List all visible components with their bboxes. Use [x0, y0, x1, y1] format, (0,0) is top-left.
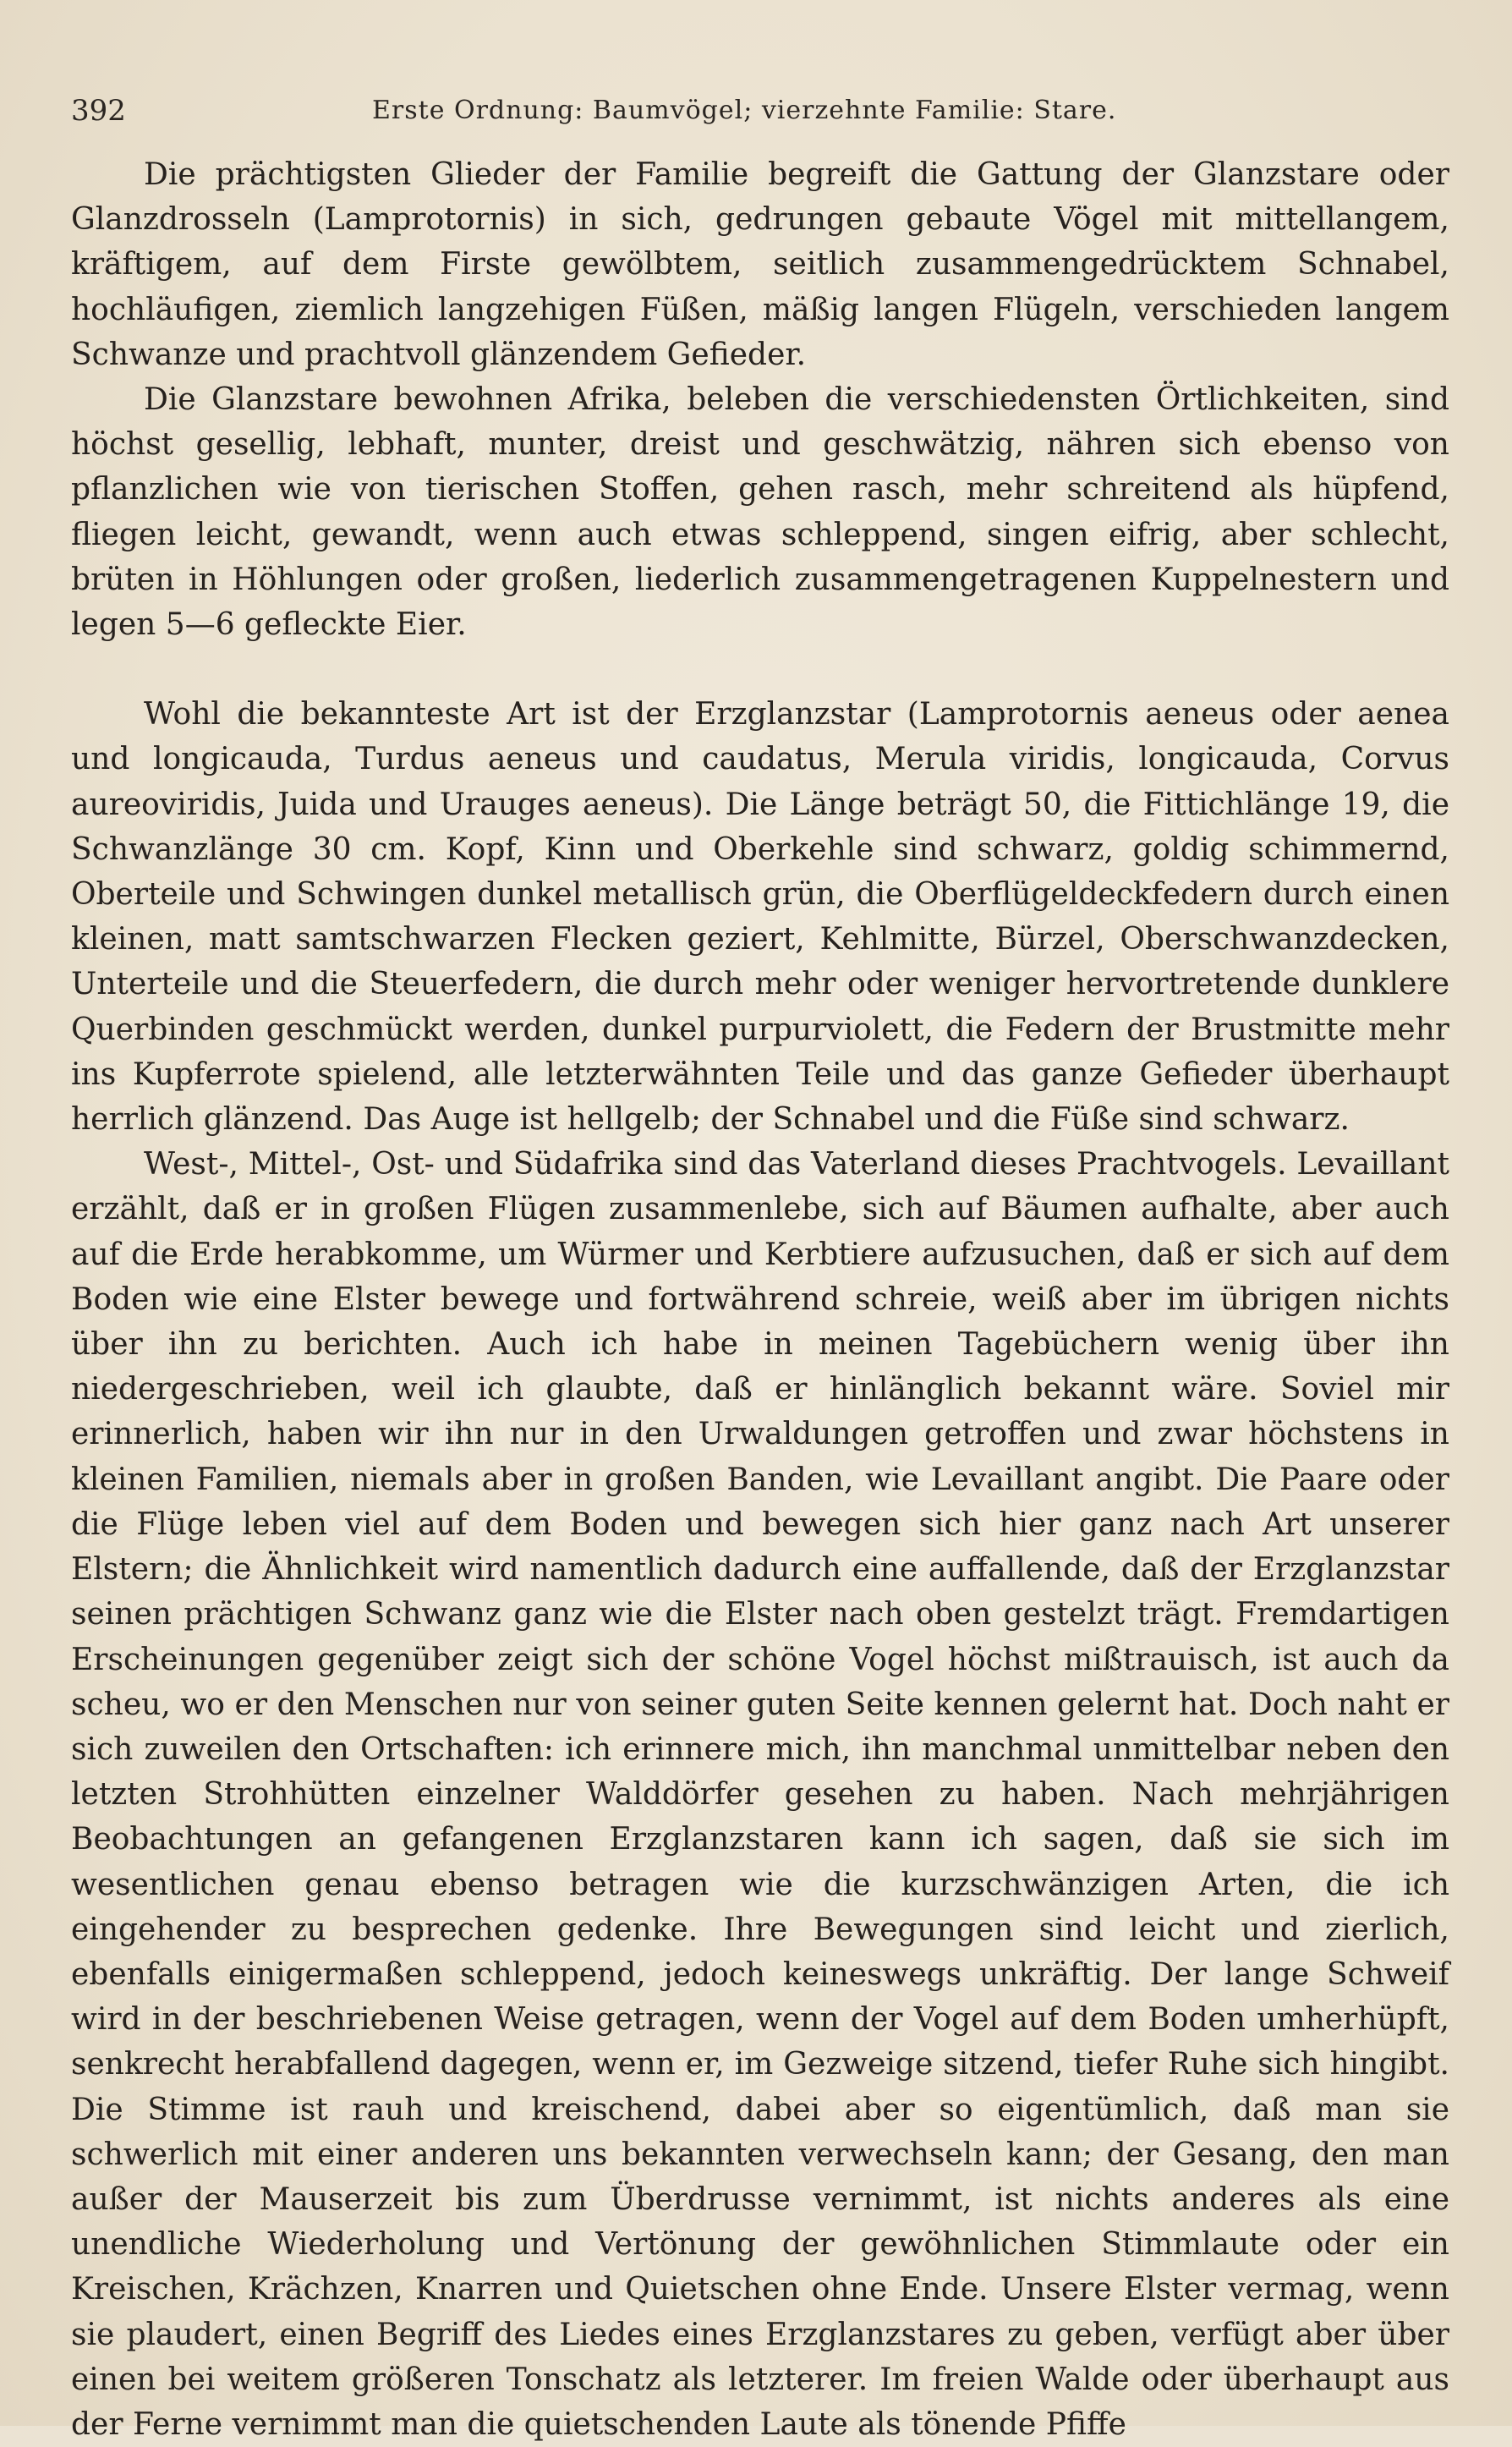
page-number: 392: [71, 94, 126, 128]
page-header: [71, 91, 1449, 130]
running-head: Erste Ordnung: Baumvögel; vierzehnte Familie: Stare.: [372, 96, 1117, 125]
paragraph-glanzstare-habits: Die Glanzstare bewohnen Afrika, beleben die verschiedensten Örtlichkeiten, sind höchst gesellig, lebhaft, munter, dreist und geschwätzig, nähren sich ebenso von pflanzlichen wie von tierischen Stoffen, gehen rasch, mehr schreitend als hüpfend, fliegen leicht, gewandt, wenn auch etwas schleppend, singen eifrig, aber schlecht, brüten in Höhlungen oder großen, liederlich zusammengetragenen Kuppelnestern und legen 5—6 gefleckte Eier.: [71, 382, 1449, 643]
paragraph-erzglanzstar-description: Wohl die bekannteste Art ist der Erzglanzstar (Lamprotornis aeneus oder aenea und longicauda, Turdus aeneus und caudatus, Merula viridis, longicauda, Corvus aureoviridis, Juida und Urauges aeneus). Die Länge beträgt 50, die Fittichlänge 19, die Schwanzlänge 30 cm. Kopf, Kinn und Oberkehle sind schwarz, goldig schimmernd, Oberteile und Schwingen dunkel metallisch grün, die Oberflügeldeckfedern durch einen kleinen, matt samtschwarzen Flecken geziert, Kehlmitte, Bürzel, Oberschwanzdecken, Unterteile und die Steuerfedern, die durch mehr oder weniger hervortretende dunklere Querbinden geschmückt werden, dunkel purpurviolett, die Federn der Brustmitte mehr ins Kupferrote spielend, alle letzterwähnten Teile und das ganze Gefieder überhaupt herrlich glänzend. Das Auge ist hellgelb; der Schnabel und die Füße sind schwarz.: [71, 697, 1449, 1138]
body-text: [71, 152, 1449, 2447]
paragraph-glanzstare-genus: Die prächtigsten Glieder der Familie begreift die Gattung der Glanzstare oder Glanzdrosseln (Lamprotornis) in sich, gedrungen gebaute Vögel mit mittellangem, kräftigem, auf dem Firste gewölbtem, seitlich zusammengedrücktem Schnabel, hochläufigen, ziemlich langzehigen Füßen, mäßig langen Flügeln, verschieden langem Schwanze und prachtvoll glänzendem Gefieder.: [71, 157, 1449, 372]
paragraph-erzglanzstar-behavior: West-, Mittel-, Ost- und Südafrika sind das Vaterland dieses Prachtvogels. Levaillant erzählt, daß er in großen Flügen zusammenlebe, sich auf Bäumen aufhalte, aber auch auf die Erde herabkomme, um Würmer und Kerbtiere aufzusuchen, daß er sich auf dem Boden wie eine Elster bewege und fortwährend schreie, weiß aber im übrigen nichts über ihn zu berichten. Auch ich habe in meinen Tagebüchern wenig über ihn niedergeschrieben, weil ich glaubte, daß er hinlänglich bekannt wäre. Soviel mir erinnerlich, haben wir ihn nur in den Urwaldungen getroffen und zwar höchstens in kleinen Familien, niemals aber in großen Banden, wie Levaillant angibt. Die Paare oder die Flüge leben viel auf dem Boden und bewegen sich hier ganz nach Art unserer Elstern; die Ähnlichkeit wird namentlich dadurch eine auffallende, daß der Erzglanzstar seinen prächtigen Schwanz ganz wie die Elster nach oben gestelzt trägt. Fremdartigen Erscheinungen gegenüber zeigt sich der schöne Vogel höchst mißtrauisch, ist auch da scheu, wo er den Menschen nur von seiner guten Seite kennen gelernt hat. Doch naht er sich zuweilen den Ortschaften: ich erinnere mich, ihn manchmal unmittelbar neben den letzten Strohhütten einzelner Walddörfer gesehen zu haben. Nach mehrjährigen Beobachtungen an gefangenen Erzglanzstaren kann ich sagen, daß sie sich im wesentlichen genau ebenso betragen wie die kurzschwänzigen Arten, die ich eingehender zu besprechen gedenke. Ihre Bewegungen sind leicht und zierlich, ebenfalls einigermaßen schleppend, jedoch keineswegs unkräftig. Der lange Schweif wird in der beschriebenen Weise getragen, wenn der Vogel auf dem Boden umherhüpft, senkrecht herabfallend dagegen, wenn er, im Gezweige sitzend, tiefer Ruhe sich hingibt. Die Stimme ist rauh und kreischend, dabei aber so eigentümlich, daß man sie schwerlich mit einer anderen uns bekannten verwechseln kann; der Gesang, den man außer der Mauserzeit bis zum Überdrusse vernimmt, ist nichts anderes als eine unendliche Wiederholung und Vertönung der gewöhnlichen Stimmlaute oder ein Kreischen, Krächzen, Knarren und Quietschen ohne Ende. Unsere Elster vermag, wenn sie plaudert, einen Begriff des Liedes eines Erzglanzstares zu geben, verfügt aber über einen bei weitem größeren Tonschatz als letzterer. Im freien Walde oder überhaupt aus der Ferne vernimmt man die quietschenden Laute als tönende Pfiffe: [71, 1147, 1449, 2442]
